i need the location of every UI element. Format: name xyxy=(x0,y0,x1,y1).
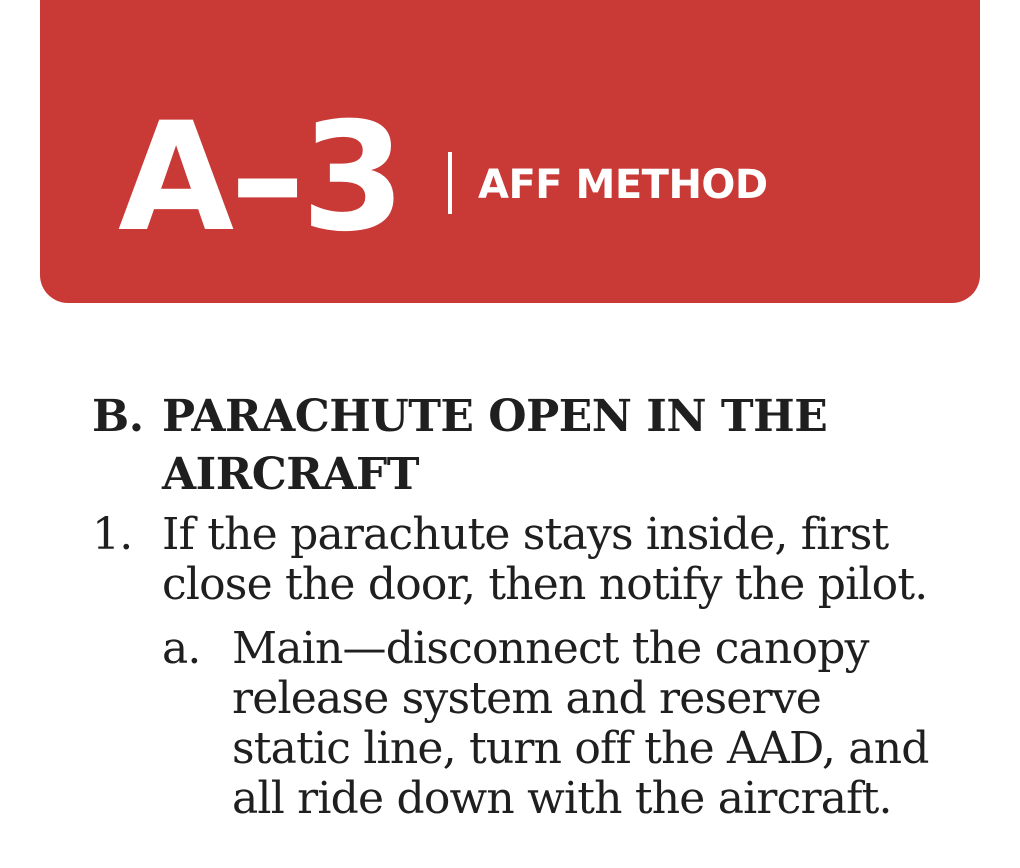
section-title: PARACHUTE OPEN IN THE AIRCRAFT xyxy=(162,391,828,500)
step-text: If the parachute stays inside, first close the door, then notify the pilot. xyxy=(162,509,928,610)
section-content xyxy=(92,388,972,824)
header-divider xyxy=(448,152,452,214)
step-number: 1. xyxy=(92,509,133,560)
section-letter: B. xyxy=(92,391,144,442)
substep-item xyxy=(162,624,972,824)
substep-text: Main—disconnect the canopy release system and reserve static line, turn off the AAD, and all ride down with the aircraft. xyxy=(232,623,929,824)
substep-letter: a. xyxy=(162,623,201,674)
section-heading xyxy=(92,388,972,504)
lesson-code: A–3 xyxy=(118,91,402,265)
step-item xyxy=(92,510,972,610)
method-label: AFF METHOD xyxy=(478,162,768,208)
